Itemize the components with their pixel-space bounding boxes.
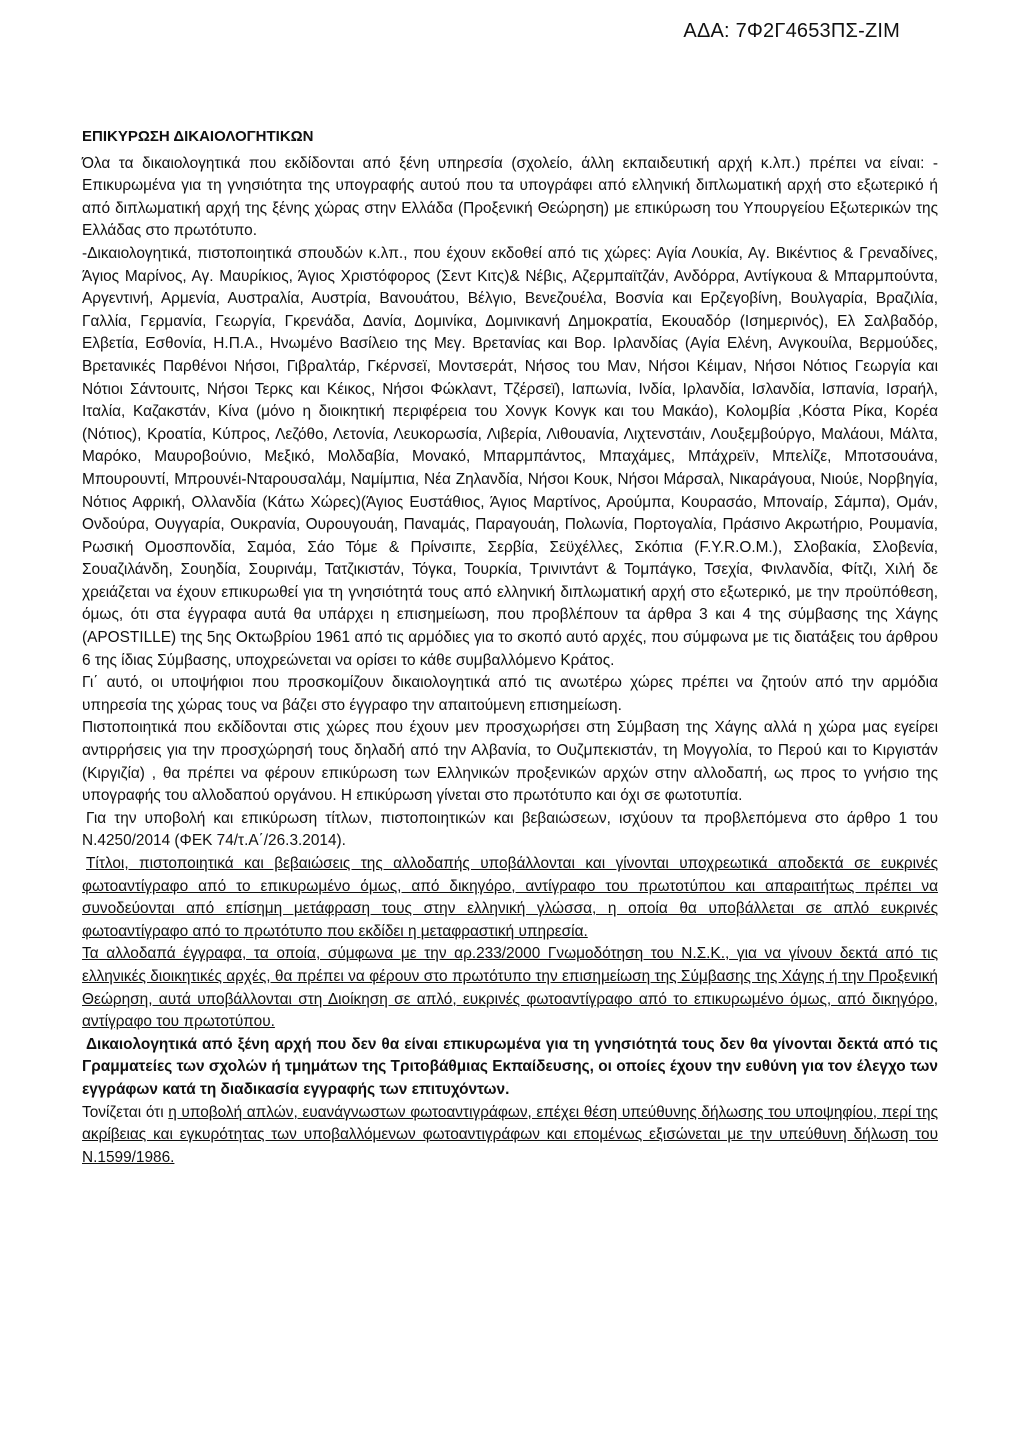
paragraph-foreign-documents: Τα αλλοδαπά έγγραφα, τα οποία, σύμφωνα με την αρ.233/2000 Γνωμοδότηση του Ν.Σ.Κ., για να γίνουν δεκτά από τις ελληνικές διοικητικές αρχές, θα πρέπει να φέρουν στο πρωτότυπο την επισημείωση της Σύμβασης της Χάγης ή την Προξενική Θεώρηση, αυτά υποβάλλονται στη Διοίκηση σε απλό, ευκρινές φωτοαντίγραφο από το επικυρωμένο όμως, από δικηγόρο, αντίγραφο του πρωτοτύπου.: [82, 945, 938, 1031]
paragraph-foreign-titles: Τίτλοι, πιστοποιητικά και βεβαιώσεις της αλλοδαπής υποβάλλονται και γίνονται υποχρεωτικά αποδεκτά σε ευκρινές φωτοαντίγραφο από το επικυρωμένο όμως, από δικηγόρο, αντίγραφο του πρωτοτύπου και απαραιτήτως πρέπει να συνοδεύονται από επίσημη μετάφραση τους στην ελληνική γλώσσα, η οποία θα υποβάλλεται σε απλό ευκρινές φωτοαντίγραφο από το πρωτότυπο που εκδίδει η μεταφραστική υπηρεσία.: [82, 855, 938, 940]
document-body: [82, 126, 938, 1169]
declaration-underlined-text: η υποβολή απλών, ευανάγνωστων φωτοαντιγράφων, επέχει θέση υπεύθυνης δήλωσης του υποψηφίου, περί της ακρίβειας και εγκυρότητας των υποβαλλόμενων φωτοαντιγράφων και επομένως εξισώνεται με την υπεύθυνη δήλωση του Ν.1599/1986.: [82, 1103, 938, 1166]
paragraph-apostille-request: Γι΄ αυτό, οι υποψήφιοι που προσκομίζουν δικαιολογητικά από τις ανωτέρω χώρες πρέπει να ζητούν από την αρμόδια υπηρεσία της χώρας τους να βάζει στο έγγραφο την απαιτούμενη επισημείωση.: [82, 674, 938, 714]
paragraph-law-reference: Για την υποβολή και επικύρωση τίτλων, πιστοποιητικών και βεβαιώσεων, ισχύουν τα προβλεπόμενα στο άρθρο 1 του Ν.4250/2014 (ΦΕΚ 74/τ.Α΄/26.3.2014).: [82, 809, 938, 850]
paragraph-unlegalized-warning: Δικαιολογητικά από ξένη αρχή που δεν θα είναι επικυρωμένα για τη γνησιότητά τους δεν θα γίνονται δεκτά από τις Γραμματείες των σχολών ή τμημάτων της Τριτοβάθμιας Εκπαίδευσης, οι οποίες έχουν την ευθύνη για τον έλεγχο των εγγράφων κατά τη διαδικασία εγγραφής των επιτυχόντων.: [82, 1035, 938, 1098]
ada-code: ΑΔΑ: 7Φ2Γ4653ΠΣ-ΖΙΜ: [683, 20, 900, 42]
document-title: ΕΠΙΚΥΡΩΣΗ ΔΙΚΑΙΟΛΟΓΗΤΙΚΩΝ: [82, 128, 314, 145]
paragraph-apostille-countries: -Δικαιολογητικά, πιστοποιητικά σπουδών κ.λπ., που έχουν εκδοθεί από τις χώρες: Αγία Λουκία, Αγ. Βικέντιος & Γρεναδίνες, Άγιος Μαρίνος, Αγ. Μαυρίκιος, Άγιος Χριστόφορος (Σεντ Κιτς)& Νέβις, Αζερμπαϊτζάν, Ανδόρρα, Αντίγκουα & Μπαρμπούντα, Αργεντινή, Αρμενία, Αυστραλία, Αυστρία, Βανουάτου, Βέλγιο, Βενεζουέλα, Βοσνία και Ερζεγοβίνη, Βουλγαρία, Βραζιλία, Γαλλία, Γερμανία, Γεωργία, Γκρενάδα, Δανία, Δομινίκα, Δομινικανή Δημοκρατία, Εκουαδόρ (Ισημερινός), Ελ Σαλβαδόρ, Ελβετία, Εσθονία, Η.Π.Α., Ηνωμένο Βασίλειο της Μεγ. Βρετανίας και Βορ. Ιρλανδίας (Αγία Ελένη, Ανγκουίλα, Βερμούδες, Βρετανικές Παρθένοι Νήσοι, Γιβραλτάρ, Γκέρνσεϊ, Μοντσεράτ, Νήσος του Μαν, Νήσοι Κέιμαν, Νήσοι Νότιος Γεωργία και Νότιοι Σάντουιτς, Νήσοι Τερκς και Κέικος, Νήσοι Φώκλαντ, Τζέρσεϊ), Ιαπωνία, Ινδία, Ιρλανδία, Ισλανδία, Ισπανία, Ισραήλ, Ιταλία, Καζακστάν, Κίνα (μόνο η διοικητική περιφέρεια του Χονγκ Κονγκ και του Μακάο), Κολομβία ,Κόστα Ρίκα, Κορέα (Νότιος), Κροατία, Κύπρος, Λεζόθο, Λετονία, Λευκορωσία, Λιβερία, Λιθουανία, Λιχτενστάιν, Λουξεμβούργο, Μαλάουι, Μάλτα, Μαρόκο, Μαυροβούνιο, Μεξικό, Μολδαβία, Μονακό, Μπαρμπάντος, Μπαχάμες, Μπάχρεϊν, Μπελίζε, Μποτσουάνα, Μπουρουντί, Μπρουνέι-Νταρουσαλάμ, Ναμίμπια, Νέα Ζηλανδία, Νήσοι Κουκ, Νήσοι Μάρσαλ, Νικαράγουα, Νιούε, Νορβηγία, Νότιος Αφρική, Ολλανδία (Κάτω Χώρες)(Άγιος Ευστάθιος, Άγιος Μαρτίνος, Αρούμπα, Κουρασάο, Μποναίρ, Σάμπα), Ομάν, Ονδούρα, Ουγγαρία, Ουκρανία, Ουρουγουάη, Παναμάς, Παραγουάη, Πολωνία, Πορτογαλία, Πράσινο Ακρωτήριο, Ρουμανία, Ρωσική Ομοσπονδία, Σαμόα, Σάο Τόμε & Πρίνσιπε, Σερβία, Σεϋχέλλες, Σκόπια (F.Y.R.O.M.), Σλοβακία, Σλοβενία, Σουαζιλάνδη, Σουηδία, Σουρινάμ, Τατζικιστάν, Τόγκα, Τουρκία, Τρινιντάντ & Τομπάγκο, Τσεχία, Φινλανδία, Φίτζι, Χιλή δε χρειάζεται να έχουν επικυρωθεί για τη γνησιότητά τους από ελληνική διπλωματική αρχή στο εξωτερικό, με την προϋπόθεση, όμως, ότι στα έγγραφα αυτά θα υπάρχει η επισημείωση, που προβλέπουν τα άρθρα 3 και 4 της σύμβασης της Χάγης (APOSTILLE) της 5ης Οκτωβρίου 1961 από τις αρμόδιες για το σκοπό αυτό αρχές, που σύμφωνα με τις διατάξεις του άρθρου 6 της ίδιας Σύμβασης, υποχρεώνεται να ορίσει το κάθε συμβαλλόμενο Κράτος.: [82, 244, 938, 669]
paragraph-legalization-requirement: Όλα τα δικαιολογητικά που εκδίδονται από ξένη υπηρεσία (σχολείο, άλλη εκπαιδευτική αρχή κ.λπ.) πρέπει να είναι: - Επικυρωμένα για τη γνησιότητα της υπογραφής αυτού που τα υπογράφει από ελληνική διπλωματική αρχή στο εξωτερικό ή από διπλωματική αρχή της ξένης χώρας στην Ελλάδα (Προξενική Θεώρηση) με επικύρωση του Υπουργείου Εξωτερικών της Ελλάδας στο πρωτότυπο.: [82, 154, 938, 240]
paragraph-responsible-declaration: [82, 1102, 938, 1170]
paragraph-non-apostille-countries: Πιστοποιητικά που εκδίδονται στις χώρες που έχουν μεν προσχωρήσει στη Σύμβαση της Χάγης αλλά η χώρα μας εγείρει αντιρρήσεις για την προσχώρησή τους δηλαδή από την Αλβανία, το Ουζμπεκιστάν, τη Μογγολία, το Περού και το Κιργιστάν (Κιργιζία) , θα πρέπει να φέρουν επικύρωση των Ελληνικών προξενικών αρχών στην αλλοδαπή, ως προς το γνήσιο της υπογραφής του αλλοδαπού οργάνου. Η επικύρωση γίνεται στο πρωτότυπο και όχι σε φωτοτυπία.: [82, 719, 938, 805]
declaration-lead-text: Τονίζεται ότι: [82, 1103, 169, 1121]
